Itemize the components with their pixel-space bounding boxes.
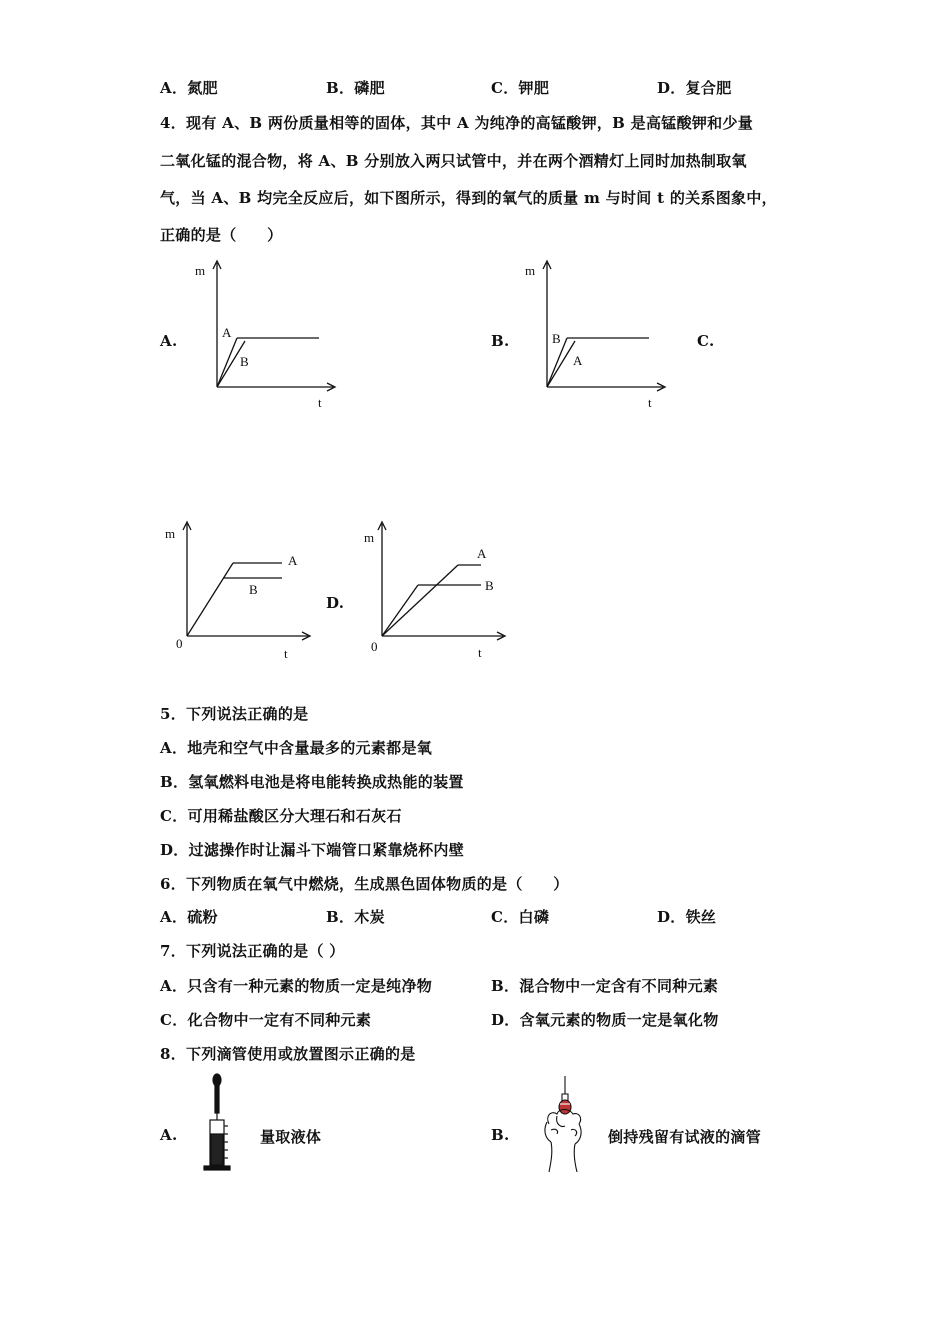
q4-option-a-label: A. [160,332,178,350]
graph-c-line-a-label: A [288,553,298,568]
graph-b-line-b-label: B [552,331,561,346]
q7-stem: 7．下列说法正确的是（ ） [160,942,345,960]
q8-option-a-text: 量取液体 [260,1128,322,1146]
graph-b-m-label: m [525,263,536,278]
graph-c-line-b-label: B [249,582,258,597]
graph-b-line-a-label: A [573,353,583,368]
graph-d-m-label: m [364,530,375,545]
q6-option-b: B．木炭 [326,908,385,926]
q8-stem: 8．下列滴管使用或放置图示正确的是 [160,1045,416,1063]
q6-option-c: C．白磷 [491,908,550,926]
graph-a-m-label: m [195,263,206,278]
graph-a-line-b-label: B [240,354,249,369]
graph-c-t-label: t [284,646,288,661]
q3-option-d: D．复合肥 [657,79,732,97]
q4-stem-line2: 二氧化锰的混合物，将 A、B 分别放入两只试管中，并在两个酒精灯上同时加热制取氧 [160,152,747,170]
q7-option-d: D．含氧元素的物质一定是氧化物 [491,1011,719,1029]
q5-option-d: D．过滤操作时让漏斗下端管口紧靠烧杯内壁 [160,841,465,859]
q6-stem: 6．下列物质在氧气中燃烧，生成黑色固体物质的是（ ） [160,875,569,893]
q8-option-b-text: 倒持残留有试液的滴管 [608,1128,762,1146]
q3-option-c: C．钾肥 [491,79,550,97]
q8-option-b-label: B. [491,1126,510,1144]
q5-stem: 5．下列说法正确的是 [160,705,309,723]
q4-option-d-label: D. [326,594,345,612]
q5-option-c: C．可用稀盐酸区分大理石和石灰石 [160,807,402,825]
graph-d-line-a-label: A [477,546,487,561]
graph-option-b [515,255,680,415]
q5-option-a: A．地壳和空气中含量最多的元素都是氧 [160,739,433,757]
q7-option-c: C．化合物中一定有不同种元素 [160,1011,372,1029]
q4-option-c-label: C. [697,332,715,350]
hand-dropper-illustration [535,1072,595,1176]
graph-c-origin-label: 0 [176,636,183,651]
q4-option-b-label: B. [491,332,510,350]
q4-stem-line4: 正确的是（ ） [160,226,283,244]
q3-option-a: A．氮肥 [160,79,218,97]
graph-d-origin-label: 0 [371,639,378,654]
graph-a-t-label: t [318,395,322,410]
q6-option-a: A．硫粉 [160,908,218,926]
graph-option-c [160,518,320,663]
graph-d-t-label: t [478,645,482,660]
q7-option-a: A．只含有一种元素的物质一定是纯净物 [160,977,433,995]
graph-d-line-b-label: B [485,578,494,593]
graph-option-a [185,255,350,415]
graph-option-d [355,518,515,663]
q4-stem-line3: 气，当 A、B 均完全反应后，如下图所示，得到的氧气的质量 m 与时间 t 的关系图象中， [160,189,777,207]
q8-option-a-label: A. [160,1126,178,1144]
graph-a-line-a-label: A [222,325,232,340]
q5-option-b: B．氢氧燃料电池是将电能转换成热能的装置 [160,773,464,791]
q3-option-b: B．磷肥 [326,79,385,97]
q6-option-d: D．铁丝 [657,908,717,926]
graph-c-m-label: m [165,526,176,541]
graph-b-t-label: t [648,395,652,410]
dropper-cylinder-illustration [200,1072,240,1176]
q7-option-b: B．混合物中一定含有不同种元素 [491,977,719,995]
q4-stem-line1: 4．现有 A、B 两份质量相等的固体，其中 A 为纯净的高锰酸钾，B 是高锰酸钾和少量 [160,114,754,132]
